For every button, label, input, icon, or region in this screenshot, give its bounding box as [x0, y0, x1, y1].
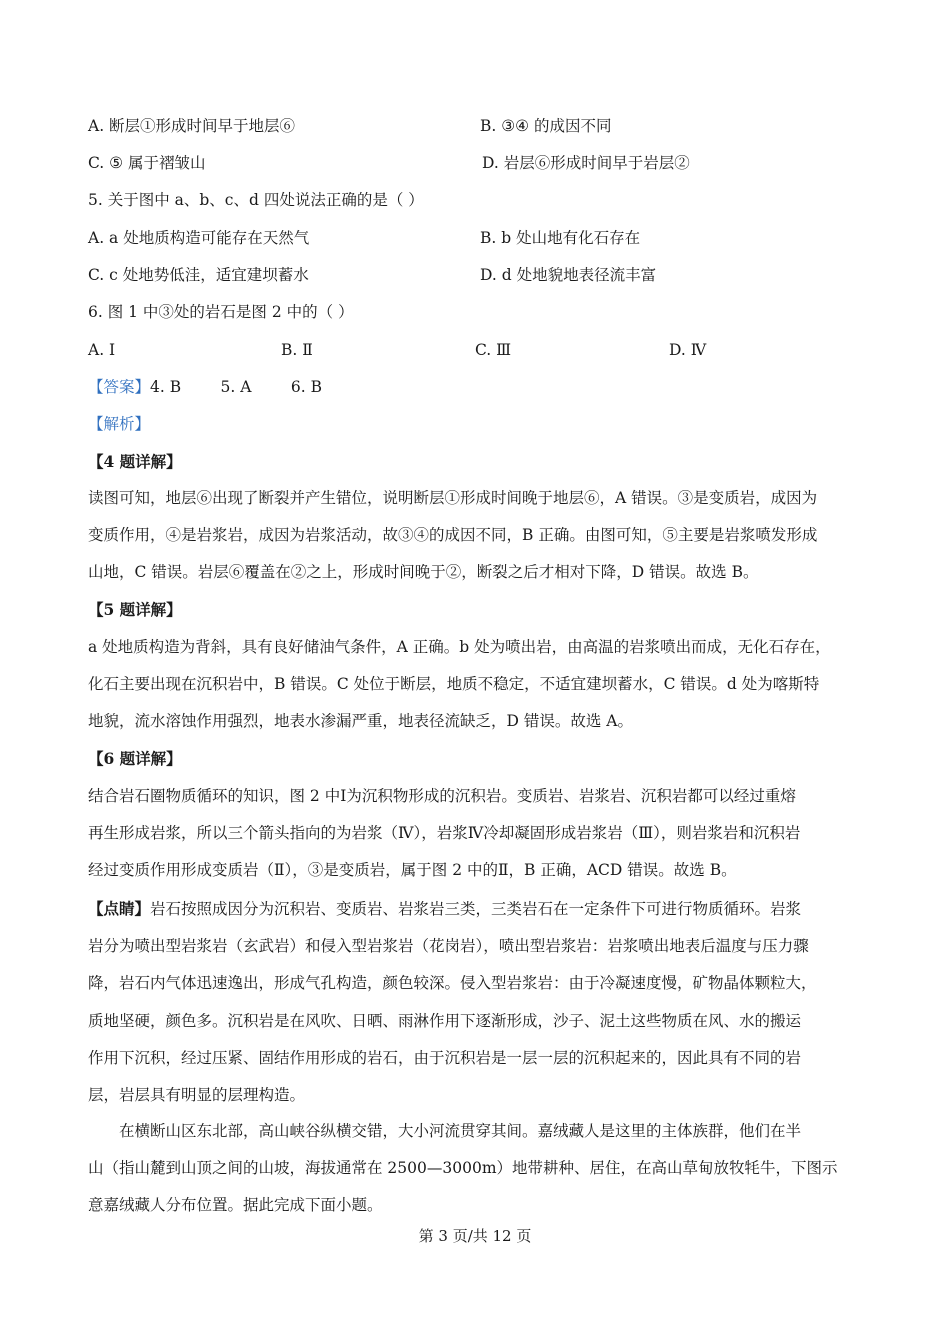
tip-line: 层，岩层具有明显的层理构造。 [88, 1086, 306, 1105]
tip-label: 【点睛】 [88, 899, 151, 918]
q4-option-b: B. ③④ 的成因不同 [480, 117, 612, 135]
answer-line [88, 377, 868, 397]
passage-line: 意嘉绒藏人分布位置。据此完成下面小题。 [88, 1196, 383, 1215]
q5-stem: 5. 关于图中 a、b、c、d 四处说法正确的是（ ） [88, 191, 424, 209]
detail4-title: 【4 题详解】 [88, 452, 182, 471]
detail6-body [88, 778, 864, 890]
tip-line: 岩分为喷出型岩浆岩（玄武岩）和侵入型岩浆岩（花岗岩），喷出型岩浆岩：岩浆喷出地表后温度与压力骤 [88, 937, 809, 956]
detail5-body [88, 629, 864, 741]
q5-option-c: C. c 处地势低洼，适宜建坝蓄水 [88, 266, 309, 284]
q6-option-c: C. Ⅲ [475, 341, 512, 359]
tip-first-text: 岩石按照成因分为沉积岩、变质岩、岩浆岩三类，三类岩石在一定条件下可进行物质循环。岩浆 [150, 900, 802, 918]
detail6-line: 再生形成岩浆，所以三个箭头指向的为岩浆（Ⅳ），岩浆Ⅳ冷却凝固形成岩浆岩（Ⅲ），则岩浆岩和沉积岩 [88, 824, 801, 843]
q5-option-d: D. d 处地貌地表径流丰富 [480, 266, 657, 284]
tip-body [88, 890, 864, 1114]
detail6-line: 经过变质作用形成变质岩（Ⅱ），③是变质岩，属于图 2 中的Ⅱ，B 正确，ACD 错误。故选 B。 [88, 861, 737, 880]
detail4-line: 山地，C 错误。岩层⑥覆盖在②之上，形成时间晚于②，断裂之后才相对下降，D 错误。故选 B。 [88, 563, 759, 582]
q4-option-d: D. 岩层⑥形成时间早于岩层② [482, 154, 690, 172]
tip-line: 作用下沉积，经过压紧、固结作用形成的岩石，由于沉积岩是一层一层的沉积起来的，因此具有不同的岩 [88, 1048, 802, 1067]
q5-option-a: A. a 处地质构造可能存在天然气 [88, 229, 310, 247]
detail4-line: 变质作用，④是岩浆岩，成因为岩浆活动，故③④的成因不同，B 正确。由图可知，⑤主要是岩浆喷发形成 [88, 526, 818, 545]
detail4-line: 读图可知，地层⑥出现了断裂并产生错位，说明断层①形成时间晚于地层⑥，A 错误。③是变质岩，成因为 [88, 489, 818, 507]
answer-values: 4. B 5. A 6. B [150, 378, 322, 396]
q6-option-b: B. Ⅱ [281, 341, 313, 359]
answer-label: 【答案】 [88, 378, 151, 396]
q4-option-c: C. ⑤ 属于褶皱山 [88, 154, 206, 172]
detail6-title: 【6 题详解】 [88, 749, 182, 768]
passage-line: 山（指山麓到山顶之间的山坡，海拔通常在 2500—3000m）地带耕种、居住，在高山草甸放牧牦牛，下图示 [88, 1159, 838, 1178]
detail4-body [88, 480, 864, 592]
passage-body [88, 1113, 864, 1225]
tip-first-line [88, 890, 864, 928]
analysis-label: 【解析】 [88, 415, 151, 433]
detail6-line: 结合岩石圈物质循环的知识，图 2 中Ⅰ为沉积物形成的沉积岩。变质岩、岩浆岩、沉积岩都可以经过重熔 [88, 787, 796, 805]
q6-option-a: A. Ⅰ [88, 341, 116, 359]
detail5-line: 化石主要出现在沉积岩中，B 错误。C 处位于断层，地质不稳定，不适宜建坝蓄水，C 错误。d 处为喀斯特 [88, 675, 820, 694]
tip-line: 质地坚硬，颜色多。沉积岩是在风吹、日晒、雨淋作用下逐渐形成，沙子、泥土这些物质在风、水的搬运 [88, 1011, 802, 1030]
q6-stem: 6. 图 1 中③处的岩石是图 2 中的（ ） [88, 303, 354, 321]
q4-option-a: A. 断层①形成时间早于地层⑥ [88, 117, 296, 135]
page-footer: 第 3 页/共 12 页 [418, 1227, 532, 1245]
q5-option-b: B. b 处山地有化石存在 [480, 229, 641, 247]
detail5-title: 【5 题详解】 [88, 600, 182, 619]
tip-line: 降，岩石内气体迅速逸出，形成气孔构造，颜色较深。侵入型岩浆岩：由于冷凝速度慢，矿物晶体颗粒大， [88, 974, 817, 993]
detail5-line: a 处地质构造为背斜，具有良好储油气条件，A 正确。b 处为喷出岩，由高温的岩浆喷出而成，无化石存在， [88, 638, 831, 656]
q6-option-d: D. Ⅳ [669, 341, 707, 359]
detail5-line: 地貌，流水溶蚀作用强烈，地表水渗漏严重，地表径流缺乏，D 错误。故选 A。 [88, 712, 633, 731]
passage-line: 在横断山区东北部，高山峡谷纵横交错，大小河流贯穿其间。嘉绒藏人是这里的主体族群，他们在半 [119, 1122, 802, 1140]
